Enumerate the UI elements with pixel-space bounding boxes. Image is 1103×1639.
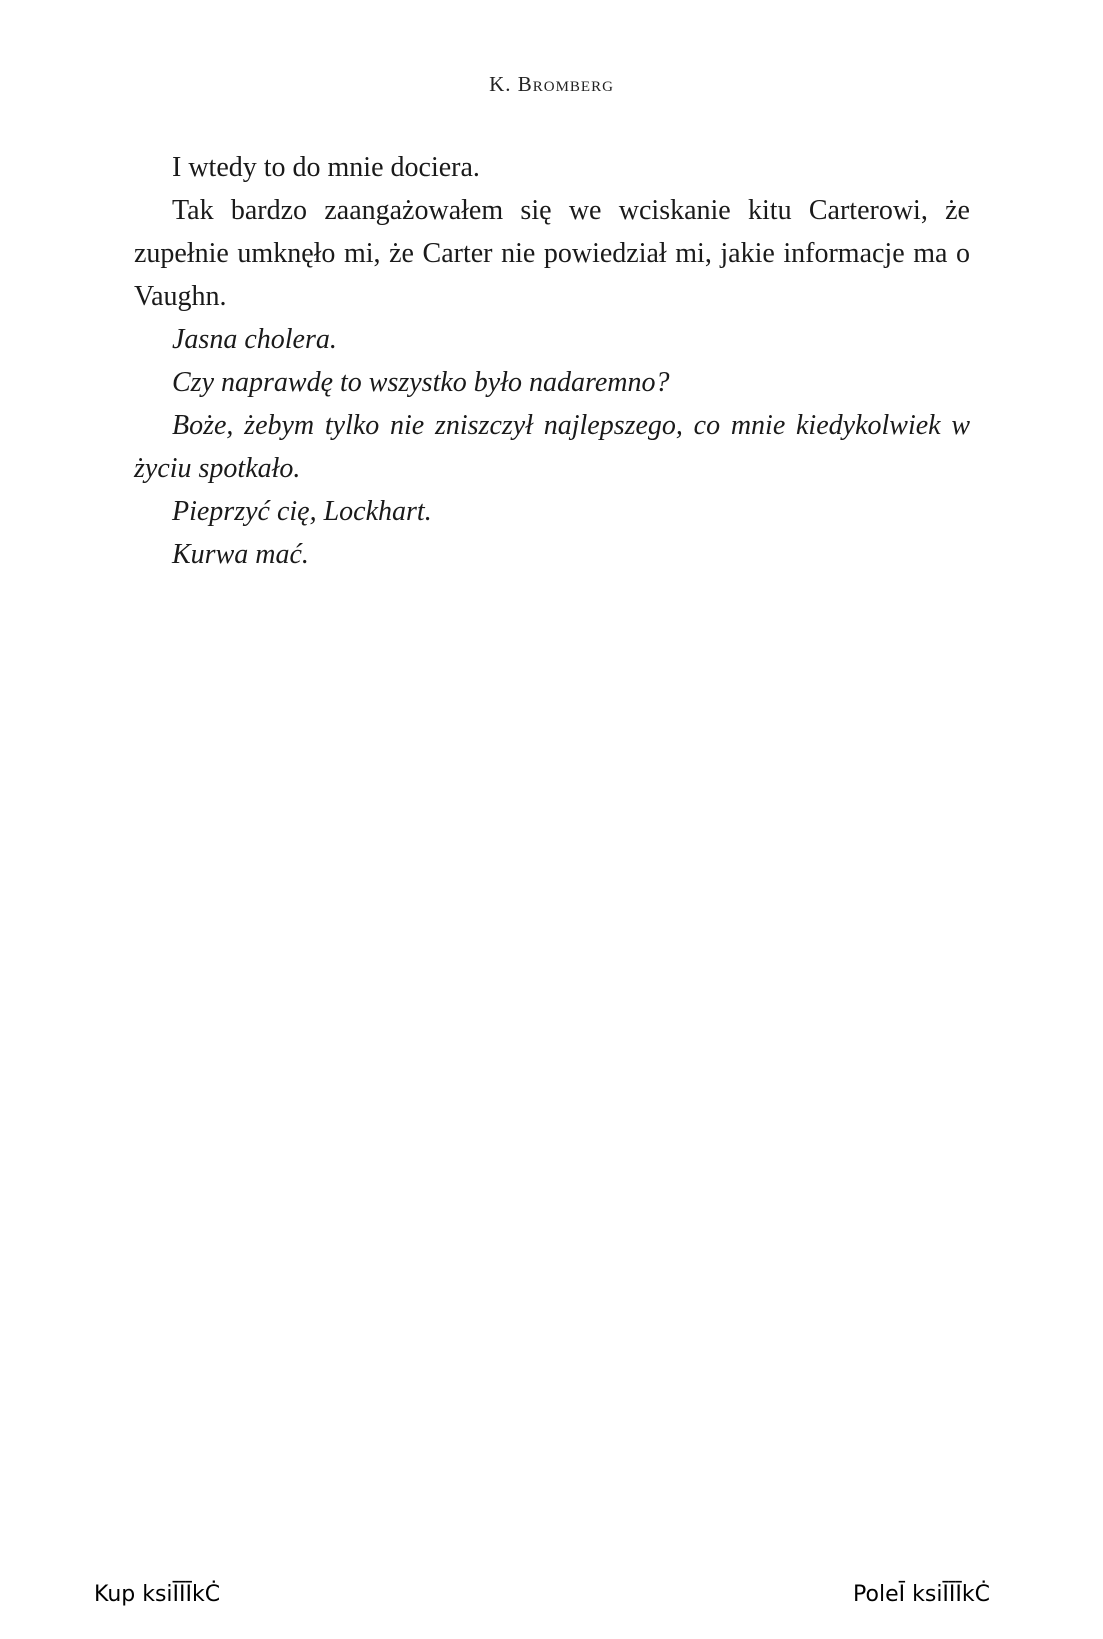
paragraph: I wtedy to do mnie dociera.: [172, 152, 480, 183]
paragraph: Tak bardzo zaangażowałem się we wciskanie kitu Carterowi, że zupełnie umknęło mi, że Carter nie powiedział mi, jakie informacje ma o Vaughn.: [134, 195, 970, 312]
running-header: K. Bromberg: [489, 72, 614, 96]
italic-paragraph: Czy naprawdę to wszystko było nadaremno?: [172, 367, 670, 398]
italic-paragraph: Jasna cholera.: [172, 324, 337, 355]
italic-paragraph: Boże, żebym tylko nie zniszczył najlepszego, co mnie kiedykolwiek w życiu spotkało.: [134, 410, 970, 484]
recommend-book-link[interactable]: PoleĪ ksiĪĪĪkĊ: [853, 1582, 990, 1607]
body-text: [134, 146, 970, 576]
buy-book-link[interactable]: Kup ksiĪĪĪkĊ: [94, 1582, 221, 1607]
italic-paragraph: Pieprzyć cię, Lockhart.: [172, 496, 432, 527]
italic-paragraph: Kurwa mać.: [172, 539, 309, 570]
